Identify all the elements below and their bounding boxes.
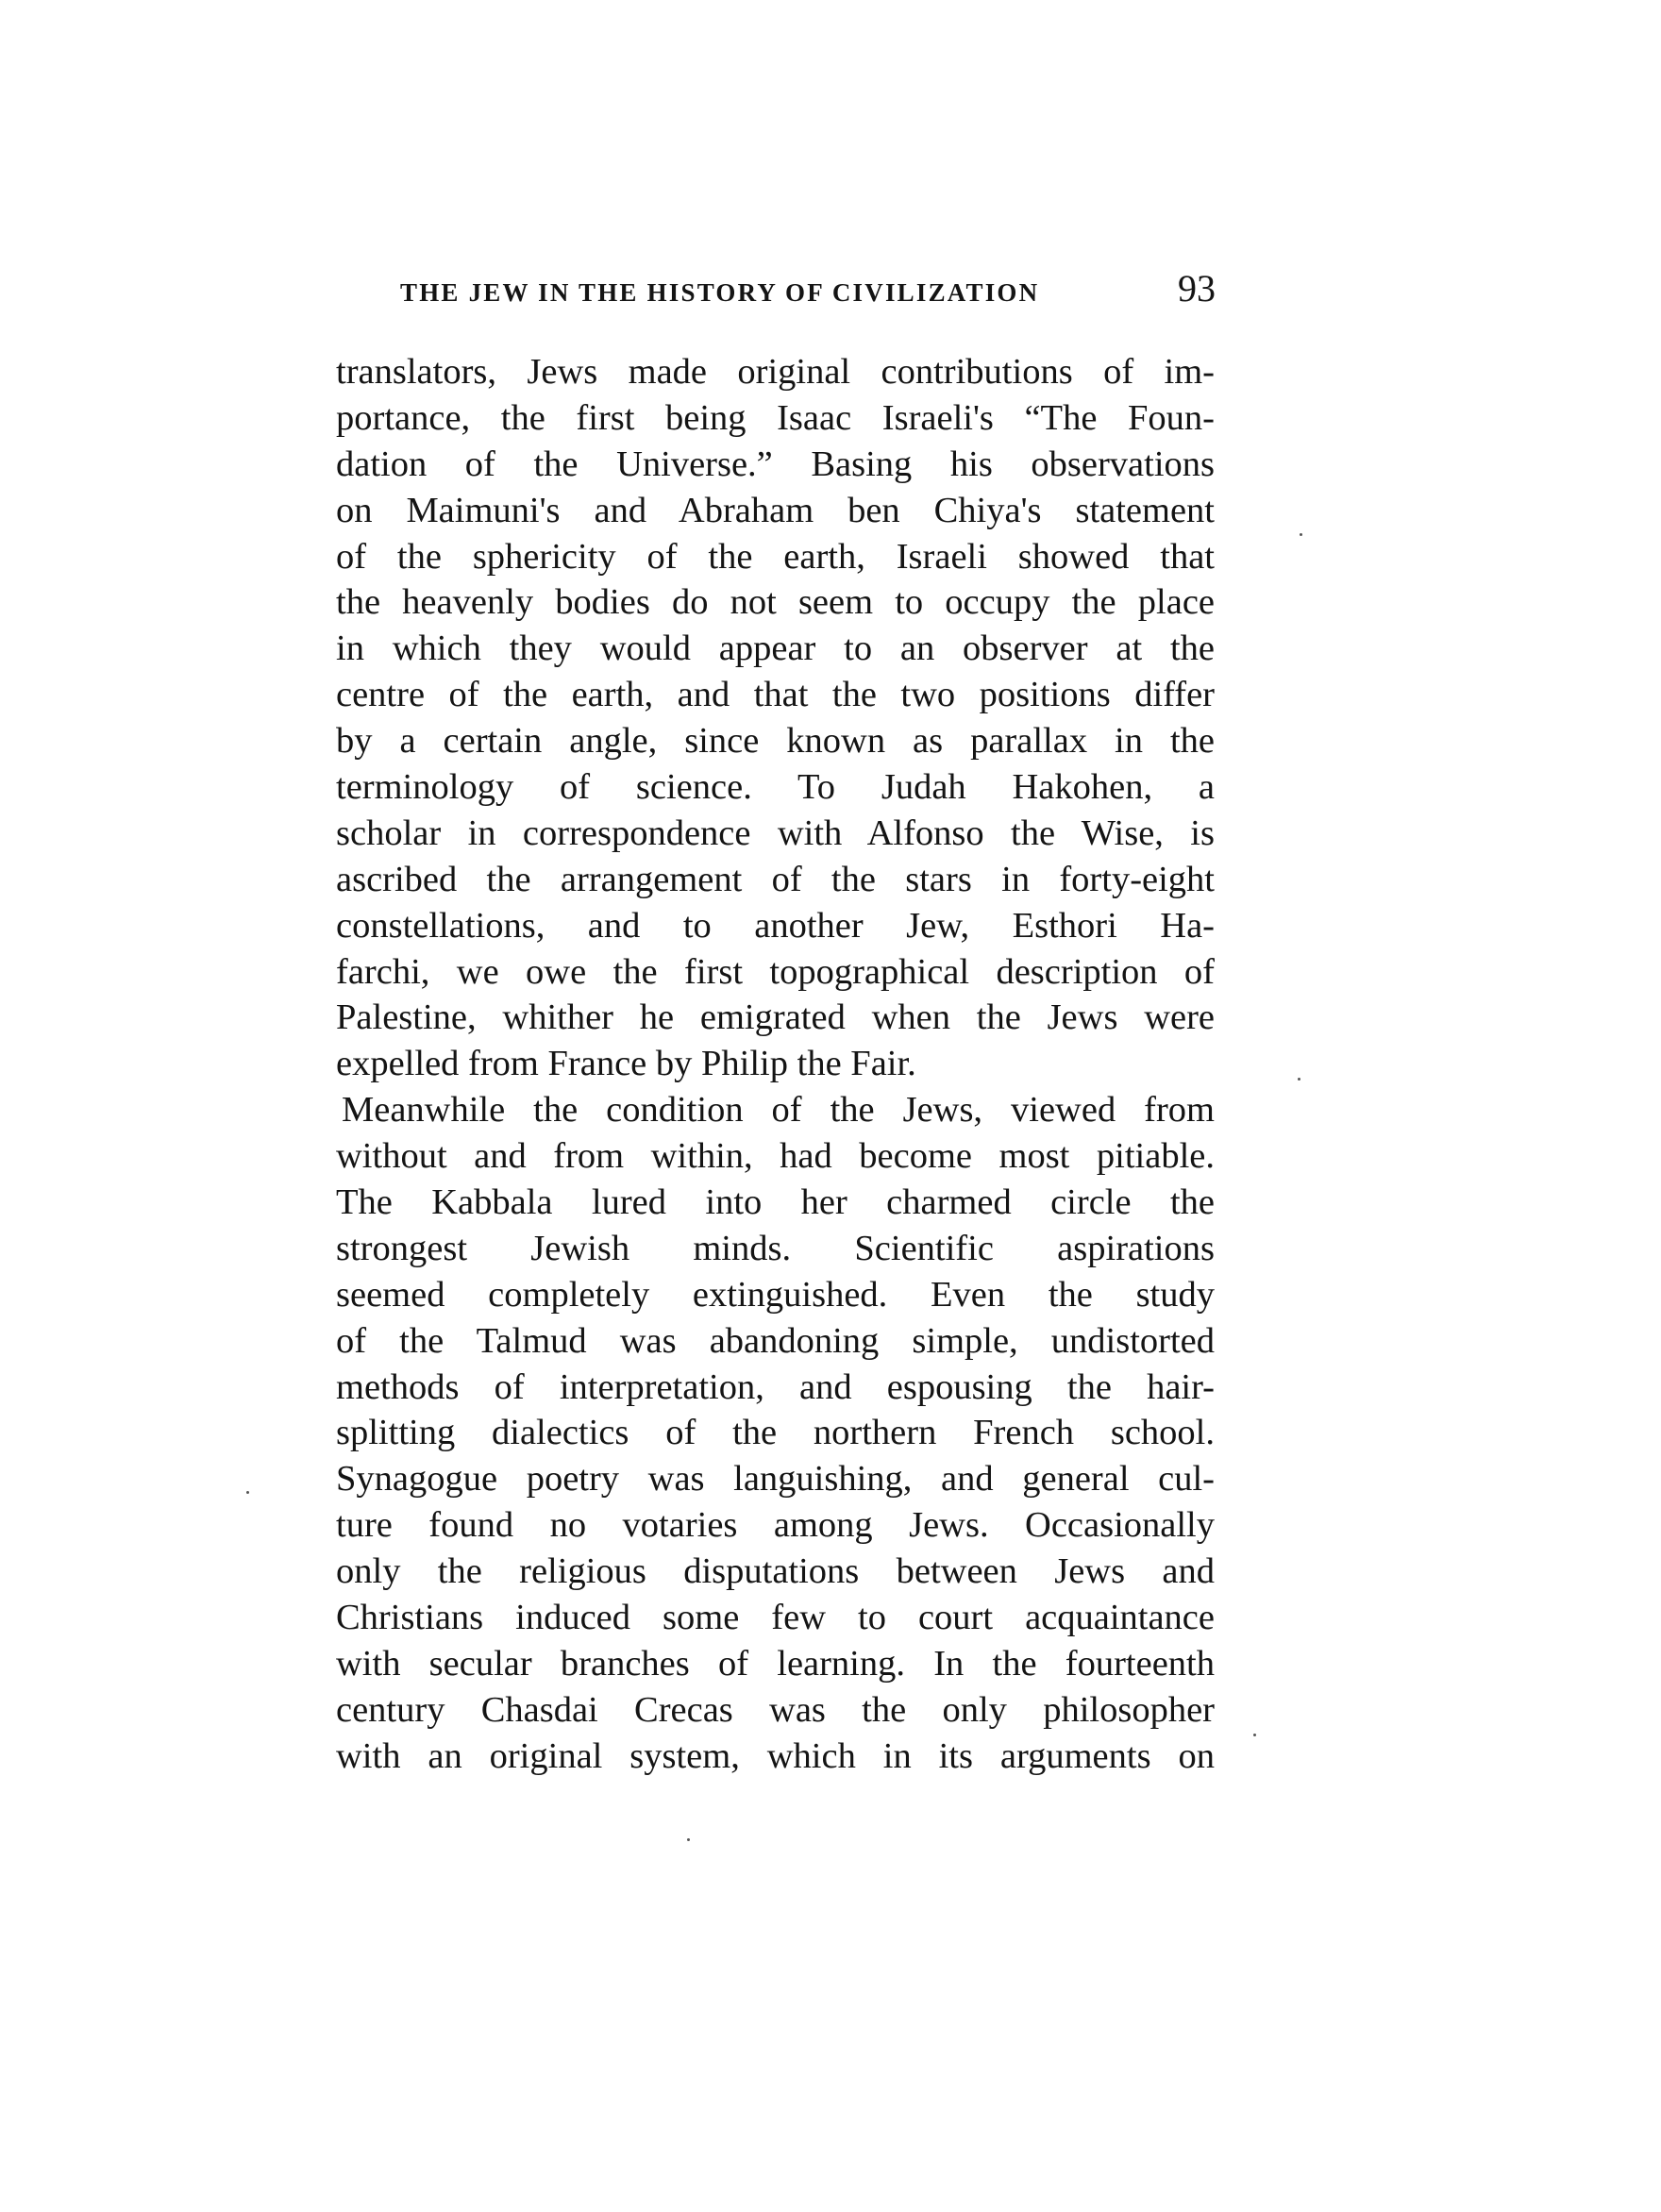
scan-speck xyxy=(687,1838,690,1841)
text-line: centre of the earth, and that the two positions differ xyxy=(336,675,1215,715)
page-number: 93 xyxy=(1178,267,1216,310)
text-line: seemed completely extinguished. Even the study xyxy=(336,1274,1215,1315)
text-line: expelled from France by Philip the Fair. xyxy=(336,1044,916,1084)
text-line: in which they would appear to an observer at the xyxy=(336,628,1215,669)
text-line: translators, Jews made original contributions of im- xyxy=(336,352,1215,392)
text-line: of the sphericity of the earth, Israeli showed that xyxy=(336,536,1215,577)
body-text xyxy=(336,349,1215,1780)
running-title: THE JEW IN THE HISTORY OF CIVILIZATION xyxy=(400,278,1040,307)
text-line: with an original system, which in its arguments on xyxy=(336,1735,1215,1776)
text-line: without and from within, had become most pitiable. xyxy=(336,1136,1215,1177)
text-line: methods of interpretation, and espousing the hair- xyxy=(336,1366,1215,1407)
text-line: strongest Jewish minds. Scientific aspirations xyxy=(336,1228,1215,1268)
text-line: The Kabbala lured into her charmed circle the xyxy=(336,1182,1215,1223)
text-line: scholar in correspondence with Alfonso the Wise, is xyxy=(336,813,1215,853)
text-line: Synagogue poetry was languishing, and general cul- xyxy=(336,1459,1215,1500)
text-line: ture found no votaries among Jews. Occasionally xyxy=(336,1505,1215,1546)
scan-speck xyxy=(1253,1734,1256,1736)
text-line: the heavenly bodies do not seem to occupy the place xyxy=(336,582,1215,623)
text-line: portance, the first being Isaac Israeli's “The Foun- xyxy=(336,397,1215,438)
text-line: with secular branches of learning. In the fourteenth xyxy=(336,1643,1215,1684)
scan-speck xyxy=(246,1491,249,1494)
text-line: Meanwhile the condition of the Jews, viewed from xyxy=(342,1090,1215,1131)
text-line: Christians induced some few to court acquaintance xyxy=(336,1598,1215,1638)
text-line: on Maimuni's and Abraham ben Chiya's statement xyxy=(336,490,1215,530)
text-line: century Chasdai Crecas was the only philosopher xyxy=(336,1689,1215,1730)
text-line: dation of the Universe.” Basing his observations xyxy=(336,444,1215,484)
text-line: by a certain angle, since known as parallax in the xyxy=(336,721,1215,762)
text-line: of the Talmud was abandoning simple, undistorted xyxy=(336,1320,1215,1361)
paragraph xyxy=(336,349,1215,1087)
text-line: constellations, and to another Jew, Esthori Ha- xyxy=(336,905,1215,946)
text-line: ascribed the arrangement of the stars in forty-eight xyxy=(336,859,1215,899)
scan-speck xyxy=(1298,1078,1300,1081)
text-line: farchi, we owe the first topographical description of xyxy=(336,951,1215,992)
text-line: splitting dialectics of the northern French school. xyxy=(336,1413,1215,1453)
text-line: Palestine, whither he emigrated when the Jews were xyxy=(336,997,1215,1038)
running-head xyxy=(400,266,1216,315)
paragraph xyxy=(336,1087,1215,1779)
scan-speck xyxy=(1300,533,1302,536)
text-line: only the religious disputations between Jews and xyxy=(336,1551,1215,1592)
text-line: terminology of science. To Judah Hakohen, a xyxy=(336,767,1215,808)
